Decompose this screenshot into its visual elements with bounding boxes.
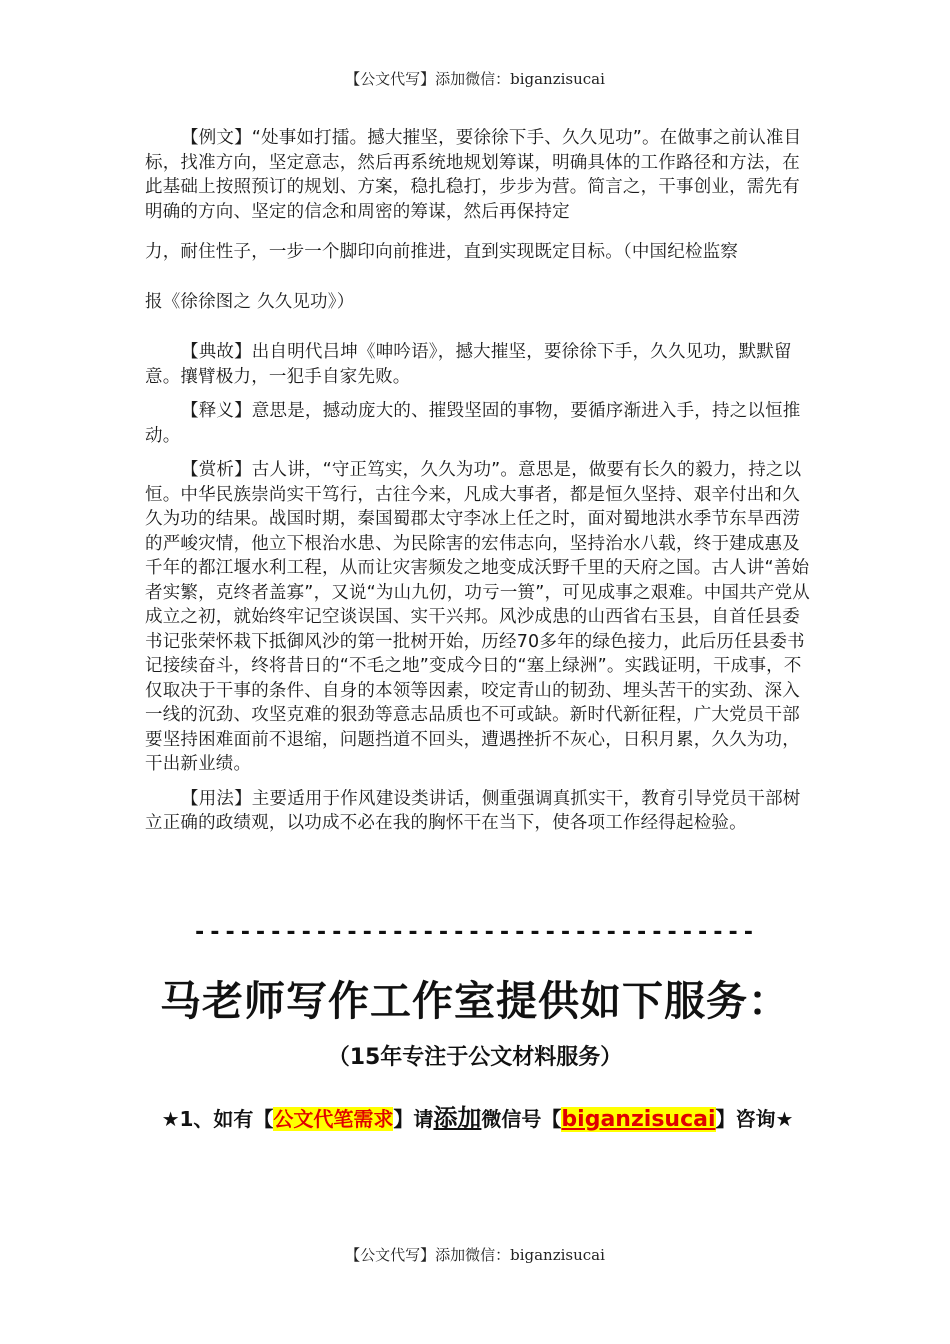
ad-wechat-label: 微信号【: [481, 1107, 562, 1131]
ad-add: 添加: [433, 1104, 482, 1132]
document-body: [145, 126, 810, 836]
appreciation-paragraph: 【赏析】古人讲，“守正笃实，久久为功”。意思是，做要有长久的毅力，持之以恒。中华民族崇尚实干笃行，古往今来，凡成大事者，都是恒久坚持、艰辛付出和久久为功的结果。战国时期，秦国蜀郡太守李冰上任之时，面对蜀地洪水季节东旱西涝的严峻灾情，他立下根治水患、为民除害的宏伟志向，坚持治水八载，终于建成惠及千年的都江堰水利工程，从而让灾害频发之地变成沃野千里的天府之国。古人讲“善始者实繁，克终者盖寡”，又说“为山九仞，功亏一篑”，可见成事之艰难。中国共产党从成立之初，就始终牢记空谈误国、实干兴邦。风沙成患的山西省右玉县，自首任县委书记张荣怀栽下抵御风沙的第一批树开始，历经70多年的绿色接力，此后历任县委书记接续奋斗，终将昔日的“不毛之地”变成今日的“塞上绿洲”。实践证明，干成事，不仅取决于干事的条件、自身的本领等因素，咬定青山的韧劲、埋头苦干的实劲、深入一线的沉劲、攻坚克难的狠劲等意志品质也不可或缺。新时代新征程，广大党员干部要坚持困难面前不退缩，问题挡道不回头，遭遇挫折不灰心，日积月累，久久为功，干出新业绩。: [145, 460, 810, 774]
ad-need-highlight: 公文代笔需求: [273, 1107, 394, 1131]
meaning-paragraph: 【释义】意思是，撼动庞大的、摧毁坚固的事物，要循序渐进入手，持之以恒推动。: [145, 401, 801, 446]
ad-prefix: ★1、如有【: [161, 1107, 274, 1131]
example-paragraph: 【例文】“处事如打擂。撼大摧坚，要徐徐下手、久久见功”。在做事之前认准目标，找准方向，坚定意志，然后再系统地规划筹谋，明确具体的工作路径和方法，在此基础上按照预订的规划、方案，稳扎稳打，步步为营。简言之，干事创业，需先有明确的方向、坚定的信念和周密的筹谋，然后再保持定: [145, 128, 802, 222]
example-paragraph-continued: 力，耐住性子，一步一个脚印向前推进，直到实现既定目标。（中国纪检监察: [145, 242, 739, 262]
page-header: 【公文代写】添加微信：biganzisucai: [345, 70, 605, 88]
example-source: 报《徐徐图之 久久见功》）: [145, 292, 355, 312]
ad-suffix: 】咨询★: [715, 1107, 794, 1131]
allusion-paragraph: 【典故】出自明代吕坤《呻吟语》，撼大摧坚，要徐徐下手，久久见功，默默留意。攘臂极力，一犯手自家先败。: [145, 342, 792, 387]
ad-wechat-id: biganzisucai: [561, 1107, 716, 1132]
ad-title: 马老师写作工作室提供如下服务：: [160, 977, 790, 1025]
usage-paragraph: 【用法】主要适用于作风建设类讲话，侧重强调真抓实干，教育引导党员干部树立正确的政绩观，以功成不必在我的胸怀干在当下，使各项工作经得起检验。: [145, 788, 801, 833]
divider-line: -------------------------------------: [192, 920, 758, 945]
page-footer: 【公文代写】添加微信：biganzisucai: [345, 1246, 605, 1264]
ad-please: 】请: [393, 1107, 434, 1131]
ad-subtitle: （15年专注于公文材料服务）: [327, 1045, 623, 1070]
ad-contact-line: [145, 1092, 810, 1146]
